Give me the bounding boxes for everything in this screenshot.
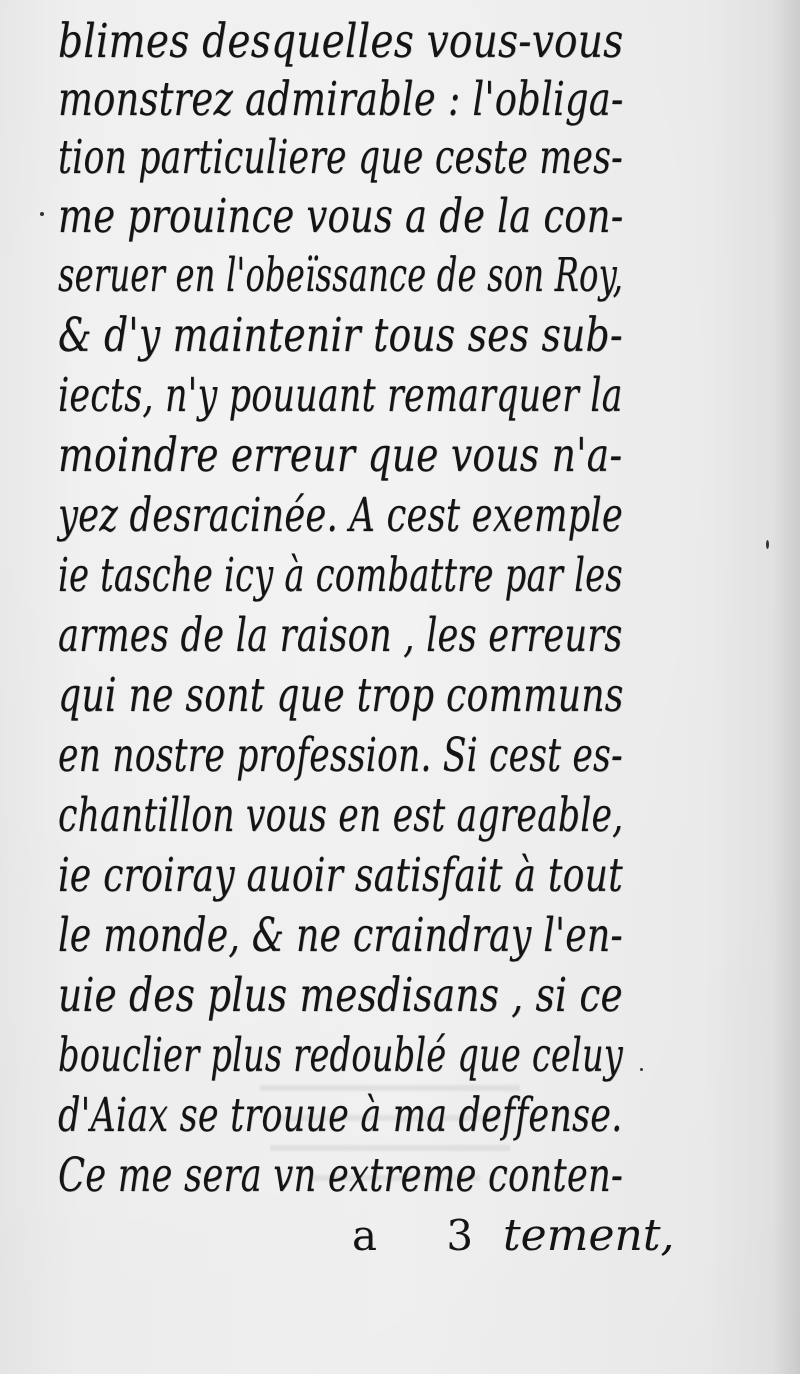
page-footer xyxy=(0,1200,800,1272)
text-line: moindre erreur que vous n'a- xyxy=(58,428,623,483)
text-line: ie tasche icy à combattre par les xyxy=(58,548,623,603)
text-line: & d'y maintenir tous ses sub- xyxy=(58,308,623,363)
text-line: seruer en l'obeïssance de son Roy, xyxy=(58,248,624,303)
ink-speck xyxy=(40,212,44,216)
text-line: Ce me sera vn extreme conten- xyxy=(58,1148,624,1203)
text-line: blimes desquelles vous-vous xyxy=(58,14,624,69)
text-line: ie croiray auoir satisfait à tout xyxy=(58,848,623,903)
text-line: d'Aiax se trouue à ma deffense. xyxy=(58,1088,623,1143)
text-line: uie des plus mesdisans , si ce xyxy=(58,968,623,1023)
text-line: bouclier plus redoublé que celuy xyxy=(58,1028,624,1083)
ink-speck xyxy=(640,1068,643,1071)
ink-speck xyxy=(766,540,769,549)
text-line: iects, n'y pouuant remarquer la xyxy=(58,368,623,423)
signature-mark: a 3 xyxy=(352,1211,502,1260)
text-line: yez desracinée. A cest exemple xyxy=(58,488,623,543)
page-gutter-shadow xyxy=(772,0,800,1374)
catchword: tement, xyxy=(503,1210,675,1261)
text-line: armes de la raison , les erreurs xyxy=(58,608,623,663)
text-line: monstrez admirable : l'obliga- xyxy=(58,72,624,127)
text-line: me prouince vous a de la con- xyxy=(58,189,624,244)
text-line: tion particuliere que ceste mes- xyxy=(58,130,623,185)
text-line: le monde, & ne craindray l'en- xyxy=(58,908,623,963)
text-line: en nostre profession. Si cest es- xyxy=(58,728,623,783)
text-line: chantillon vous en est agreable, xyxy=(58,788,624,843)
text-line: qui ne sont que trop communs xyxy=(58,668,624,723)
